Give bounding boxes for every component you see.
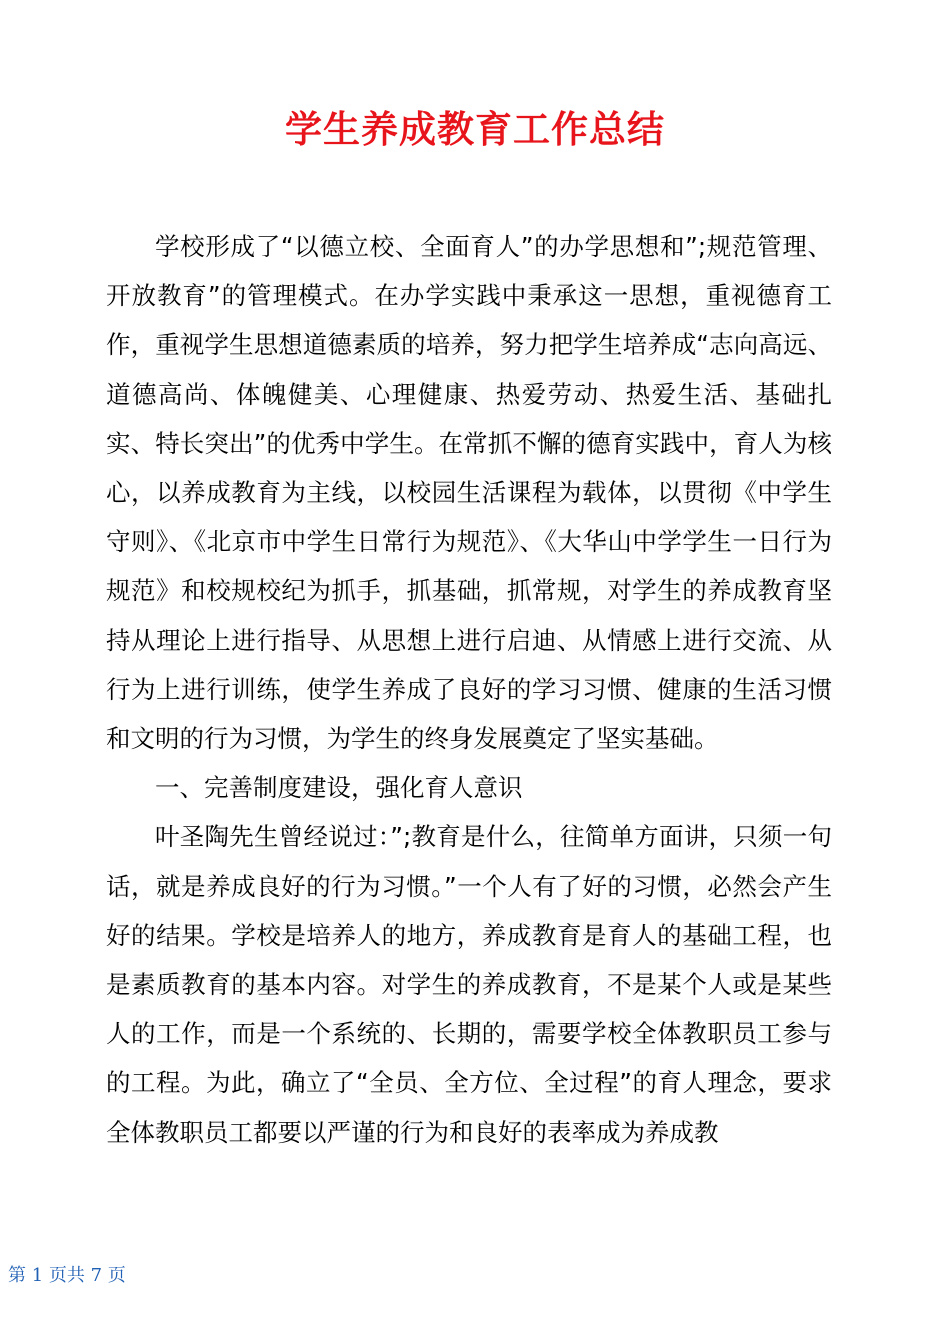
- page-indicator: 第 1 页共 7 页: [8, 1265, 126, 1286]
- document-title: 学生养成教育工作总结: [285, 108, 665, 151]
- document-body: [106, 222, 832, 1157]
- paragraph-intro: 学校形成了“以德立校、全面育人”的办学思想和”;规范管理、开放教育”的管理模式。在办学实践中秉承这一思想，重视德育工作，重视学生思想道德素质的培养，努力把学生培养成“志向高远、道德高尚、体魄健美、心理健康、热爱劳动、热爱生活、基础扎实、特长突出”的优秀中学生。在常抓不懈的德育实践中，育人为核心，以养成教育为主线，以校园生活课程为载体，以贯彻《中学生守则》、《北京市中学生日常行为规范》、《大华山中学学生一日行为规范》和校规校纪为抓手，抓基础，抓常规，对学生的养成教育坚持从理论上进行指导、从思想上进行启迪、从情感上进行交流、从行为上进行训练，使学生养成了良好的学习习惯、健康的生活习惯和文明的行为习惯，为学生的终身发展奠定了坚实基础。: [106, 232, 832, 754]
- paragraph-section-1: 叶圣陶先生曾经说过：”;教育是什么，往简单方面讲，只须一句话，就是养成良好的行为习惯。”一个人有了好的习惯，必然会产生好的结果。学校是培养人的地方，养成教育是育人的基础工程，也是素质教育的基本内容。对学生的养成教育，不是某个人或是某些人的工作，而是一个系统的、长期的，需要学校全体教职员工参与的工程。为此，确立了“全员、全方位、全过程”的育人理念，要求全体教职员工都要以严谨的行为和良好的表率成为养成教: [106, 822, 832, 1147]
- section-heading-1: 一、完善制度建设，强化育人意识: [155, 773, 523, 803]
